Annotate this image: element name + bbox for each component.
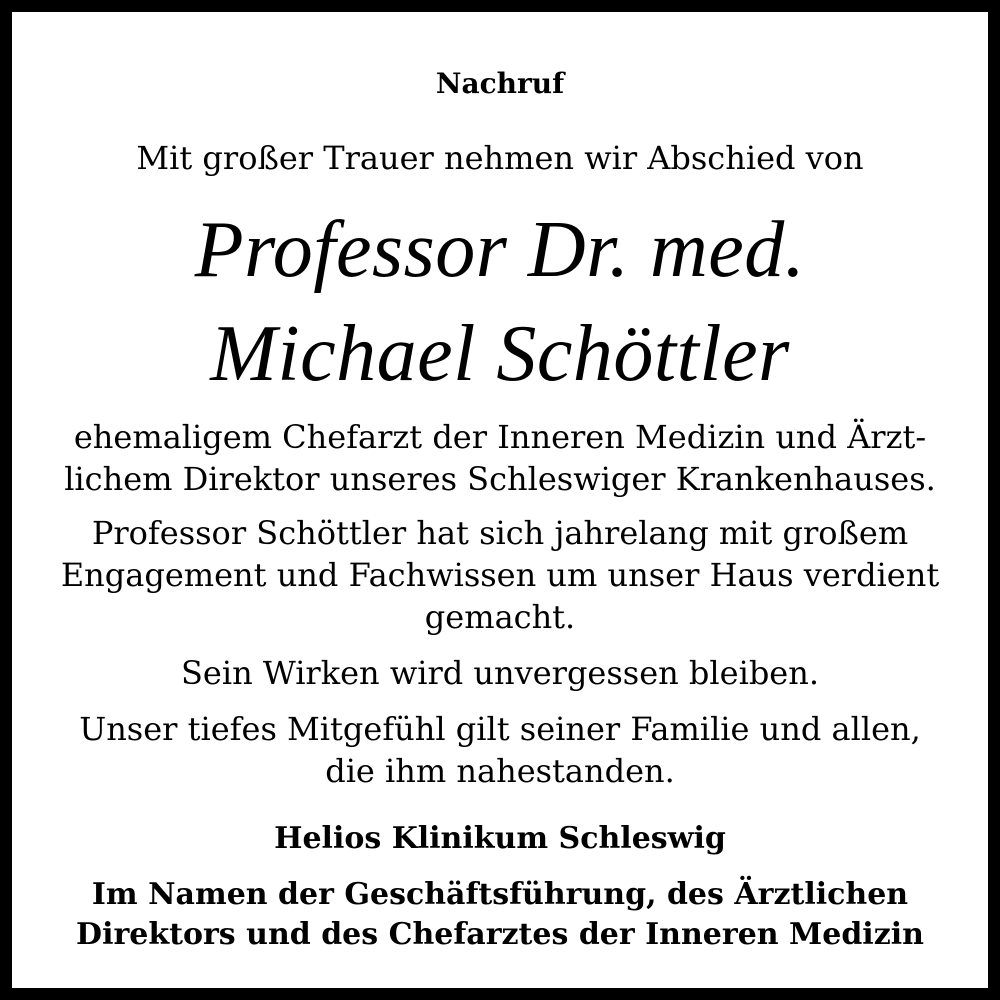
legacy-text: Sein Wirken wird unvergessen bleiben. [180, 654, 820, 692]
deceased-name-line-2: Michael Schöttler [210, 310, 790, 398]
signature-on-behalf-line-1: Im Namen der Geschäftsführung, des Ärztlichen [91, 877, 909, 912]
role-text-line-2: lichem Direktor unseres Schleswiger Krankenhauses. [64, 460, 936, 498]
intro-text: Mit großer Trauer nehmen wir Abschied von [136, 139, 864, 177]
signature-on-behalf-line-2: Direktors und des Chefarztes der Inneren Medizin [76, 917, 924, 952]
role-text-line-1: ehemaligem Chefarzt der Inneren Medizin und Ärzt- [73, 418, 927, 456]
condolence-text-line-2: die ihm nahestanden. [325, 752, 675, 790]
deceased-name-line-1: Professor Dr. med. [194, 206, 806, 294]
merit-text-line-3: gemacht. [424, 598, 576, 636]
signature-organization: Helios Klinikum Schleswig [274, 821, 726, 856]
merit-text-line-2: Engagement und Fachwissen um unser Haus verdient [60, 556, 940, 594]
notice-heading: Nachruf [435, 67, 565, 100]
merit-text-line-1: Professor Schöttler hat sich jahrelang mit großem [91, 514, 909, 552]
condolence-text-line-1: Unser tiefes Mitgefühl gilt seiner Familie und allen, [79, 710, 921, 748]
